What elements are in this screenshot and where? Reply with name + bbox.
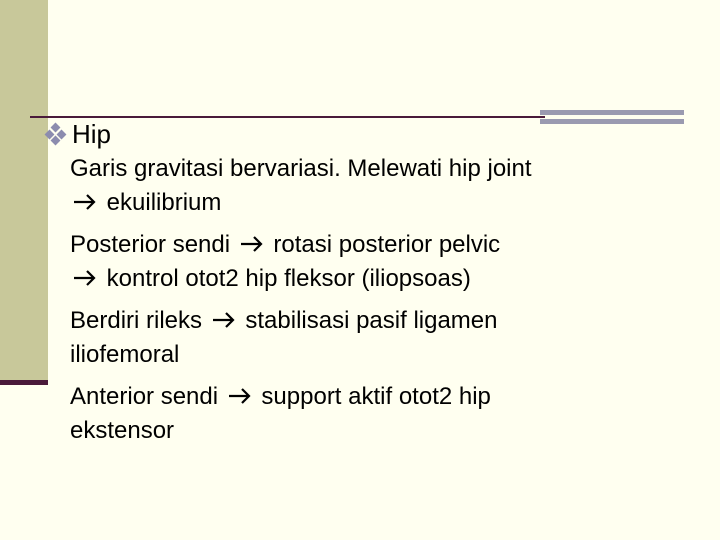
paragraph-2-line-1-b: rotasi posterior pelvic: [273, 231, 501, 258]
right-arrow-icon: [72, 187, 98, 205]
right-arrow-icon: [211, 305, 237, 323]
paragraph-3-line-1-b: stabilisasi pasif ligamen: [245, 307, 498, 334]
paragraph-1-line-2: [70, 186, 684, 220]
paragraph-4-line-2-a: ekstensor: [70, 417, 175, 444]
paragraph-1-line-2-text: ekuilibrium: [106, 189, 222, 216]
right-arrow-icon: [72, 263, 98, 281]
paragraph-2-line-1-a: Posterior sendi: [70, 231, 231, 258]
paragraph-3-line-1: [70, 304, 684, 338]
slide-content: [44, 118, 684, 448]
paragraph-2-line-2-b: kontrol otot2 hip fleksor (iliopsoas): [106, 265, 471, 292]
left-decorative-band: [0, 0, 48, 385]
heading-text: Hip: [72, 119, 112, 149]
left-band-divider: [0, 380, 48, 385]
paragraph-1-line-1-text: Garis gravitasi bervariasi. Melewati hip joint: [70, 155, 532, 182]
paragraph-4-line-1-b: support aktif otot2 hip: [261, 383, 491, 410]
right-arrow-icon: [227, 381, 253, 399]
accent-bar-top: [540, 110, 684, 115]
paragraph-4: [70, 380, 684, 448]
bullet-heading: [44, 118, 684, 150]
paragraph-2: [70, 228, 684, 296]
paragraph-1-line-1: [70, 152, 684, 186]
paragraph-2-line-1: [70, 228, 684, 262]
paragraph-4-line-1-a: Anterior sendi: [70, 383, 219, 410]
paragraph-3: [70, 304, 684, 372]
paragraph-3-line-2-a: iliofemoral: [70, 341, 180, 368]
diamond-bullet-icon: [44, 122, 68, 146]
paragraph-4-line-2: [70, 414, 684, 448]
right-arrow-icon: [239, 229, 265, 247]
paragraph-1: [70, 152, 684, 220]
paragraph-3-line-2: [70, 338, 684, 372]
paragraph-4-line-1: [70, 380, 684, 414]
paragraph-2-line-2: [70, 262, 684, 296]
paragraph-3-line-1-a: Berdiri rileks: [70, 307, 203, 334]
